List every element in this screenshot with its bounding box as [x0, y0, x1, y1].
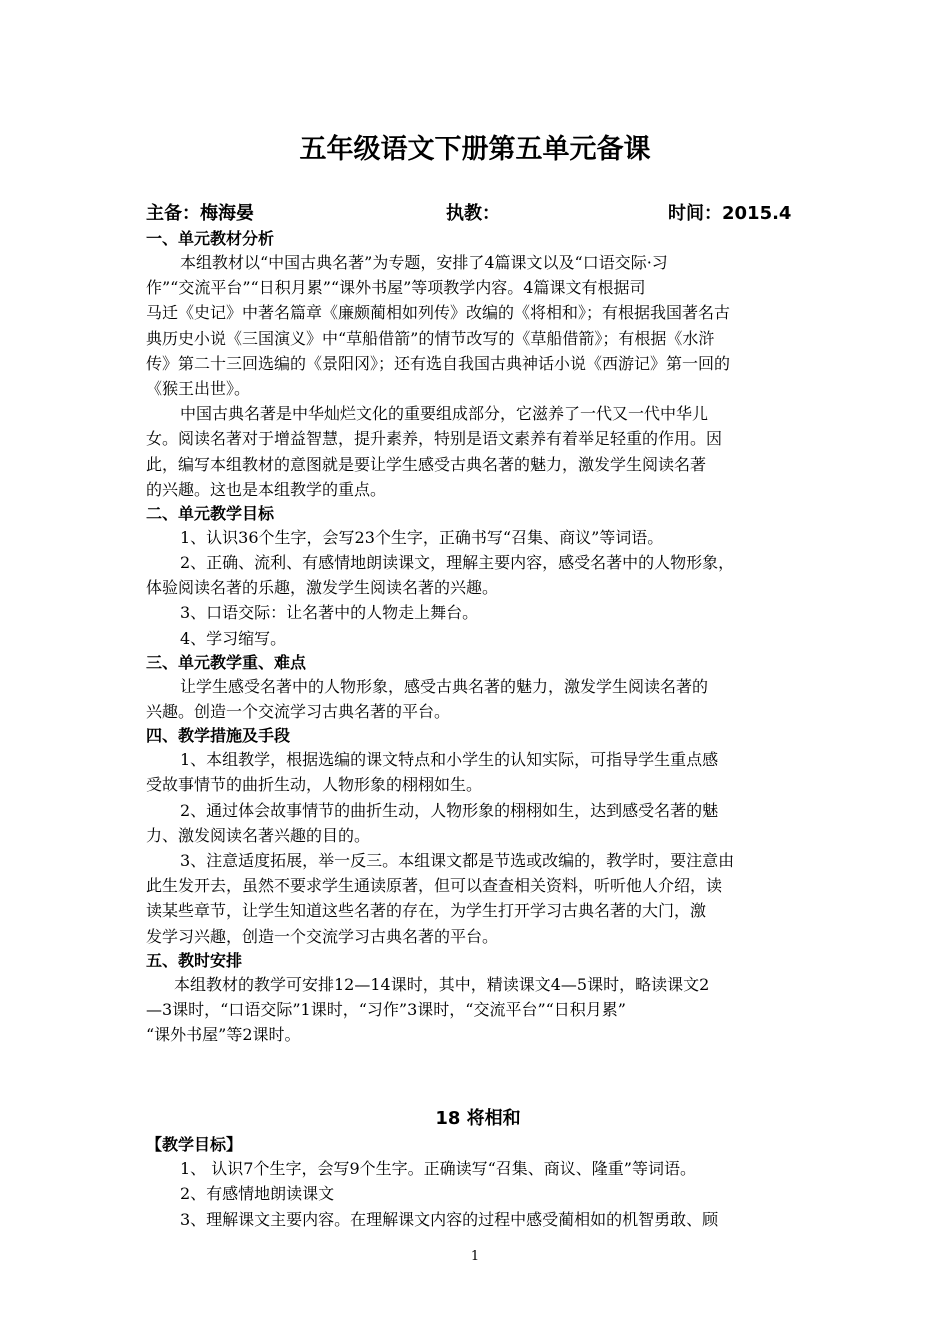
lesson-title: 18 将相和 [435, 1108, 521, 1130]
paragraph-line: 1、认识36个生字，会写23个生字，正确书写“召集、商议”等词语。 [180, 527, 664, 547]
paragraph-line: 2、正确、流利、有感情地朗读课文，理解主要内容，感受名著中的人物形象， [180, 553, 735, 573]
paragraph-line: 4、学习缩写。 [180, 628, 287, 648]
paragraph-line: 2、有感情地朗读课文 [180, 1184, 335, 1204]
paragraph-line: 3、口语交际：让名著中的人物走上舞台。 [180, 603, 479, 623]
paragraph-line: 此，编写本组教材的意图就是要让学生感受古典名著的魅力，激发学生阅读名著 [146, 454, 707, 474]
paragraph-line: 此生发开去，虽然不要求学生通读原著，但可以查查相关资料，听听他人介绍，读 [146, 876, 723, 896]
paragraph-line: 体验阅读名著的乐趣，激发学生阅读名著的兴趣。 [146, 578, 499, 598]
paragraph-line: 本组教材以“中国古典名著”为专题，安排了4篇课文以及“口语交际·习 [180, 253, 668, 272]
planner-label: 主备：梅海晏 [146, 203, 254, 224]
paragraph-line: 兴趣。创造一个交流学习古典名著的平台。 [146, 702, 451, 721]
section-heading: 二、单元教学目标 [146, 503, 275, 523]
paragraph-line: 3、理解课文主要内容。在理解课文内容的过程中感受蔺相如的机智勇敢、顾 [180, 1209, 719, 1229]
page-number: 1 [470, 1249, 480, 1264]
paragraph-line: —3课时，“口语交际”1课时，“习作”3课时，“交流平台”“日积月累” [146, 999, 626, 1019]
section-heading: 五、教时安排 [146, 950, 243, 970]
paragraph-line: 力、激发阅读名著兴趣的目的。 [146, 825, 371, 845]
paragraph-line: 发学习兴趣，创造一个交流学习古典名著的平台。 [146, 926, 499, 946]
goals-heading: 【教学目标】 [146, 1135, 243, 1155]
document-body [146, 227, 810, 1232]
time-label: 时间：2015.4 [668, 203, 792, 224]
paragraph-line: 马迁《史记》中著名篇章《廉颇蔺相如列传》改编的《将相和》；有根据我国著名古 [146, 303, 731, 323]
paragraph-line: 1、本组教学，根据选编的课文特点和小学生的认知实际，可指导学生重点感 [180, 750, 719, 770]
paragraph-line: 的兴趣。这也是本组教学的重点。 [146, 479, 387, 499]
paragraph-line: 3、注意适度拓展，举一反三。本组课文都是节选或改编的，教学时，要注意由 [180, 850, 735, 870]
spacer [146, 1047, 810, 1105]
paragraph-line: 《猴王出世》。 [146, 378, 251, 398]
section-heading: 四、教学措施及手段 [146, 726, 291, 746]
paragraph-line: “课外书屋”等2课时。 [146, 1025, 301, 1045]
section-heading: 一、单元教材分析 [146, 229, 275, 248]
paragraph-line: 本组教材的教学可安排12—14课时，其中，精读课文4—5课时，略读课文2 [174, 974, 710, 994]
paragraph-line: 典历史小说《三国演义》中“草船借箭”的情节改写的《草船借箭》；有根据《水浒 [146, 328, 715, 348]
paragraph-line: 让学生感受名著中的人物形象，感受古典名著的魅力，激发学生阅读名著的 [180, 676, 709, 696]
paragraph-line: 1、 认识7个生字，会写9个生字。正确读写“召集、商议、隆重”等词语。 [180, 1159, 696, 1179]
paragraph-line: 作”“交流平台”“日积月累”“课外书屋”等项教学内容。4篇课文有根据司 [146, 278, 646, 298]
paragraph-line: 读某些章节，让学生知道这些名著的存在，为学生打开学习古典名著的大门，激 [146, 901, 707, 921]
paragraph-line: 2、通过体会故事情节的曲折生动，人物形象的栩栩如生，达到感受名著的魅 [180, 800, 719, 820]
paragraph-line: 传》第二十三回选编的《景阳冈》；还有选自我国古典神话小说《西游记》第一回的 [146, 353, 731, 373]
section-heading: 三、单元教学重、难点 [146, 652, 307, 672]
paragraph-line: 中国古典名著是中华灿烂文化的重要组成部分，它滋养了一代又一代中华儿 [180, 404, 709, 424]
teacher-label: 执教： [446, 203, 500, 224]
paragraph-line: 女。阅读名著对于增益智慧，提升素养，特别是语文素养有着举足轻重的作用。因 [146, 429, 723, 449]
document-title: 五年级语文下册第五单元备课 [299, 134, 651, 165]
paragraph-line: 受故事情节的曲折生动，人物形象的栩栩如生。 [146, 775, 483, 795]
